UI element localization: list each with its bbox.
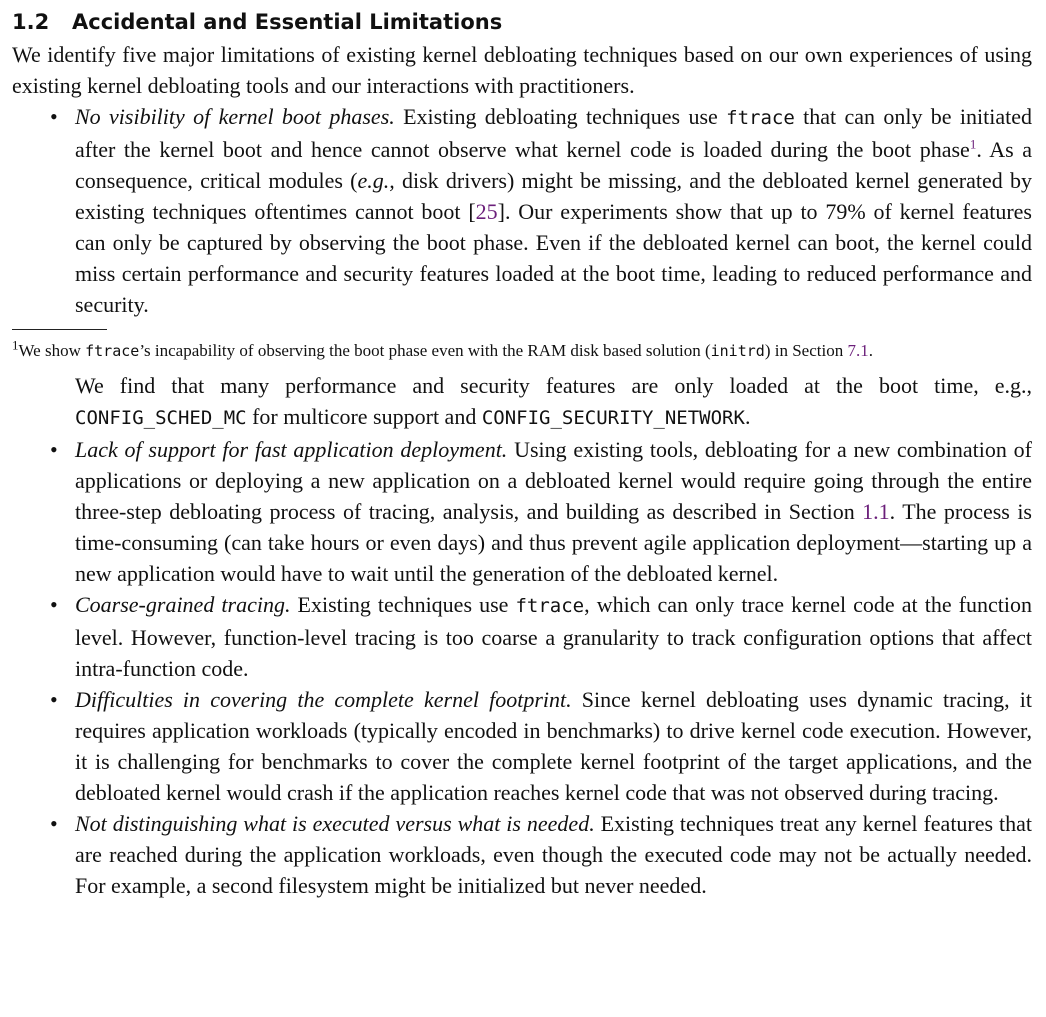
body-text: Since kernel debloating uses dynamic tracing, it requires application workloads (typically encoded in benchmarks) to drive kernel code execution. However, it is challenging for benchmarks to cover the complete kernel footprint of the target applications, and the debloated kernel would crash if the application reaches kernel code that was not observed during tracing. (75, 687, 1032, 805)
limitation-title: No visibility of kernel boot phases. (75, 104, 395, 129)
limitation-title: Lack of support for fast application deployment. (75, 437, 508, 462)
paper-page (12, 6, 1032, 901)
body-text: , which can only trace kernel code at the function level. However, function-level tracing is too coarse a granularity to track configuration options that affect intra-function code. (75, 592, 1032, 681)
citation-link[interactable]: 25 (475, 199, 498, 224)
bullet-icon: • (50, 437, 58, 462)
inline-code: ftrace (85, 342, 140, 360)
inline-code: CONFIG_SCHED_MC (75, 407, 247, 429)
inline-code: ftrace (726, 107, 795, 129)
footnote-text: . (868, 341, 873, 360)
limitation-executed-vs-needed (12, 808, 1032, 901)
limitation-boot-phases (12, 101, 1032, 320)
inline-code: ftrace (515, 595, 585, 617)
bullet-icon: • (50, 592, 58, 617)
body-text: . The process is time-consuming (can take hours or even days) and thus prevent agile application deployment—starting up a new application would have to wait until the generation of the debloated kernel. (75, 499, 1032, 586)
footnote-rule (12, 329, 107, 330)
footnote-number: 1 (12, 337, 19, 353)
body-text: disk drivers) might be missing, and the debloated kernel generated by existing techniques oftentimes cannot boot [ (75, 168, 1032, 224)
intro-paragraph: We identify five major limitations of existing kernel debloating techniques based on our own experiences of using existing kernel debloating tools and our interactions with practitioners. (12, 42, 1032, 98)
footnote-text: ) in Section (764, 341, 848, 360)
bullet-icon: • (50, 811, 58, 836)
body-text: We find that many performance and security features are only loaded at the boot time, e.g., (75, 373, 1032, 398)
body-text: Using existing tools, debloating for a new combination of applications or deploying a new application on a debloated kernel would require going through the entire three-step debloating process of tracing, analysis, and building as described in Section (75, 437, 1032, 524)
body-text: that can only be initiated after the kernel boot and hence cannot observe what kernel code is loaded during the boot phase (75, 104, 1032, 162)
footnote-marker[interactable]: 1 (969, 136, 977, 152)
footnote-text: We show (18, 341, 86, 360)
limitation-title: Difficulties in covering the complete kernel footprint. (75, 687, 572, 712)
inline-code: CONFIG_SECURITY_NETWORK (481, 407, 745, 429)
eg-italic: e.g., (357, 168, 395, 193)
body-text: . As a consequence, critical modules ( (75, 137, 1032, 193)
inline-code: initrd (710, 342, 765, 360)
body-text: . (744, 404, 751, 429)
body-text: ]. Our experiments show that up to 79% of kernel features can only be captured by observing the boot phase. Even if the debloated kernel can boot, the kernel could miss certain performance and security features loaded at the boot time, leading to reduced performance and security. (75, 199, 1032, 317)
footnote-text: ’s incapability of observing the boot phase even with the RAM disk based solution ( (139, 341, 711, 360)
bullet-icon: • (50, 104, 58, 129)
bullet-icon: • (50, 687, 58, 712)
limitation-title: Coarse-grained tracing. (75, 592, 291, 617)
section-number: 1.2 (12, 10, 50, 34)
limitation-kernel-footprint (12, 684, 1032, 808)
footnote (12, 337, 1032, 362)
section-heading (12, 6, 1032, 38)
limitation-fast-deployment (12, 434, 1032, 589)
body-text: Existing techniques use (290, 592, 516, 617)
section-title: Accidental and Essential Limitations (72, 10, 503, 34)
limitation-title: Not distinguishing what is executed versus what is needed. (75, 811, 595, 836)
body-text: Existing techniques treat any kernel features that are reached during the application workloads, even though the executed code may not be actually needed. For example, a second filesystem might be initialized but never needed. (75, 811, 1032, 898)
limitations-list-continued (12, 434, 1032, 901)
section-ref-link[interactable]: 1.1 (862, 499, 890, 524)
body-text: for multicore support and (246, 404, 482, 429)
body-text: Existing debloating techniques use (394, 104, 727, 129)
section-ref-link[interactable]: 7.1 (847, 341, 869, 360)
limitations-list (12, 101, 1032, 320)
limitation-coarse-tracing (12, 589, 1032, 684)
limitation-boot-phases-continued (12, 370, 1032, 434)
